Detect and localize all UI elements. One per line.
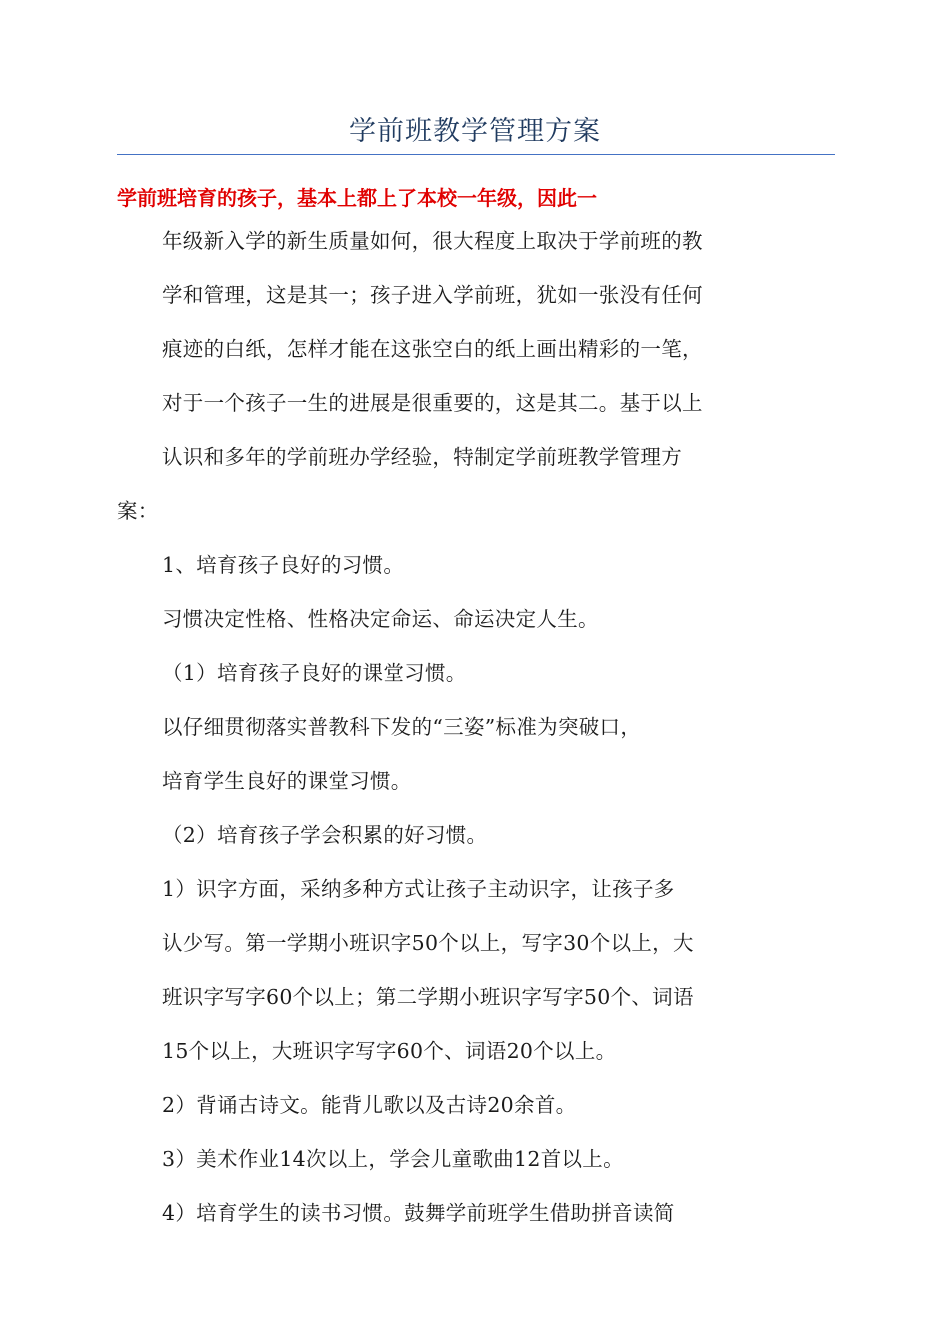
- list-item: 2）背诵古诗文。能背儿歌以及古诗20余首。: [162, 1093, 577, 1117]
- list-item: 1）识字方面，采纳多种方式让孩子主动识字，让孩子多: [162, 877, 675, 901]
- subsection-heading: （2）培育孩子学会积累的好习惯。: [162, 823, 488, 847]
- body-line: 案：: [117, 499, 159, 523]
- body-line: 认识和多年的学前班办学经验，特制定学前班教学管理方: [162, 445, 682, 469]
- section-heading: 1、培育孩子良好的习惯。: [162, 553, 405, 577]
- body-line: 培育学生良好的课堂习惯。: [162, 769, 412, 793]
- body-line: 习惯决定性格、性格决定命运、命运决定人生。: [162, 607, 599, 631]
- document-title: 学前班教学管理方案: [349, 116, 601, 147]
- body-line: 年级新入学的新生质量如何，很大程度上取决于学前班的教: [162, 229, 703, 253]
- subsection-heading: （1）培育孩子良好的课堂习惯。: [162, 661, 467, 685]
- list-item: 3）美术作业14次以上，学会儿童歌曲12首以上。: [162, 1147, 624, 1171]
- list-item: 4）培育学生的读书习惯。鼓舞学前班学生借助拼音读简: [162, 1201, 675, 1225]
- body-line: 痕迹的白纸，怎样才能在这张空白的纸上画出精彩的一笔，: [162, 337, 703, 361]
- lead-sentence: 学前班培育的孩子，基本上都上了本校一年级，因此一: [117, 186, 597, 210]
- body-line: 15个以上，大班识字写字60个、词语20个以上。: [162, 1039, 617, 1063]
- body-line: 认少写。第一学期小班识字50个以上，写字30个以上，大: [162, 931, 694, 955]
- body-line: 以仔细贯彻落实普教科下发的“三姿”标准为突破口，: [162, 715, 642, 739]
- body-line: 对于一个孩子一生的进展是很重要的，这是其二。基于以上: [162, 391, 703, 415]
- body-line: 学和管理，这是其一；孩子进入学前班，犹如一张没有任何: [162, 283, 703, 307]
- title-underline: [117, 154, 835, 155]
- body-line: 班识字写字60个以上；第二学期小班识字写字50个、词语: [162, 985, 694, 1009]
